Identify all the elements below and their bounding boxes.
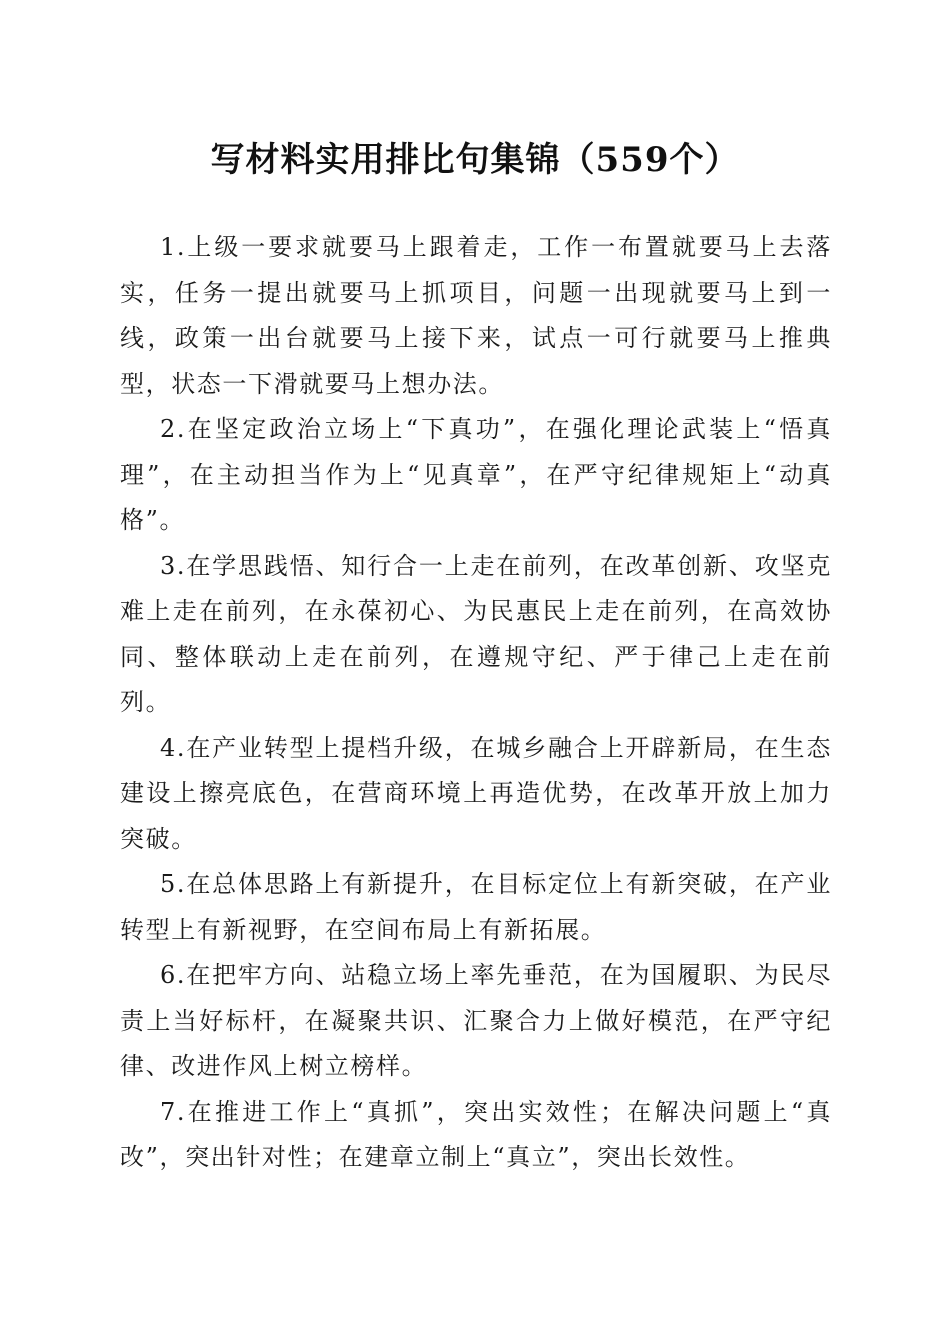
- document-title: 写材料实用排比句集锦（559个）: [210, 140, 740, 180]
- paragraph-6: 6.在把牢方向、站稳立场上率先垂范，在为国履职、为民尽责上当好标杆，在凝聚共识、汇聚合力上做好模范，在严守纪律、改进作风上树立榜样。: [120, 961, 832, 1080]
- paragraph-5: 5.在总体思路上有新提升，在目标定位上有新突破，在产业转型上有新视野，在空间布局上有新拓展。: [120, 870, 832, 944]
- paragraph-2: 2.在坚定政治立场上“下真功”，在强化理论武装上“悟真理”，在主动担当作为上“见真章”，在严守纪律规矩上“动真格”。: [120, 415, 832, 534]
- paragraph-3: 3.在学思践悟、知行合一上走在前列，在改革创新、攻坚克难上走在前列，在永葆初心、为民惠民上走在前列，在高效协同、整体联动上走在前列，在遵规守纪、严于律己上走在前列。: [120, 551, 832, 716]
- paragraph-1: 1.上级一要求就要马上跟着走，工作一布置就要马上去落实，任务一提出就要马上抓项目，问题一出现就要马上到一线，政策一出台就要马上接下来，试点一可行就要马上推典型，状态一下滑就要马上想办法。: [120, 233, 832, 398]
- document-body: [120, 225, 832, 1181]
- paragraph-4: 4.在产业转型上提档升级，在城乡融合上开辟新局，在生态建设上擦亮底色，在营商环境上再造优势，在改革开放上加力突破。: [120, 733, 832, 853]
- paragraph-7: 7.在推进工作上“真抓”，突出实效性；在解决问题上“真改”，突出针对性；在建章立制上“真立”，突出长效性。: [120, 1097, 832, 1171]
